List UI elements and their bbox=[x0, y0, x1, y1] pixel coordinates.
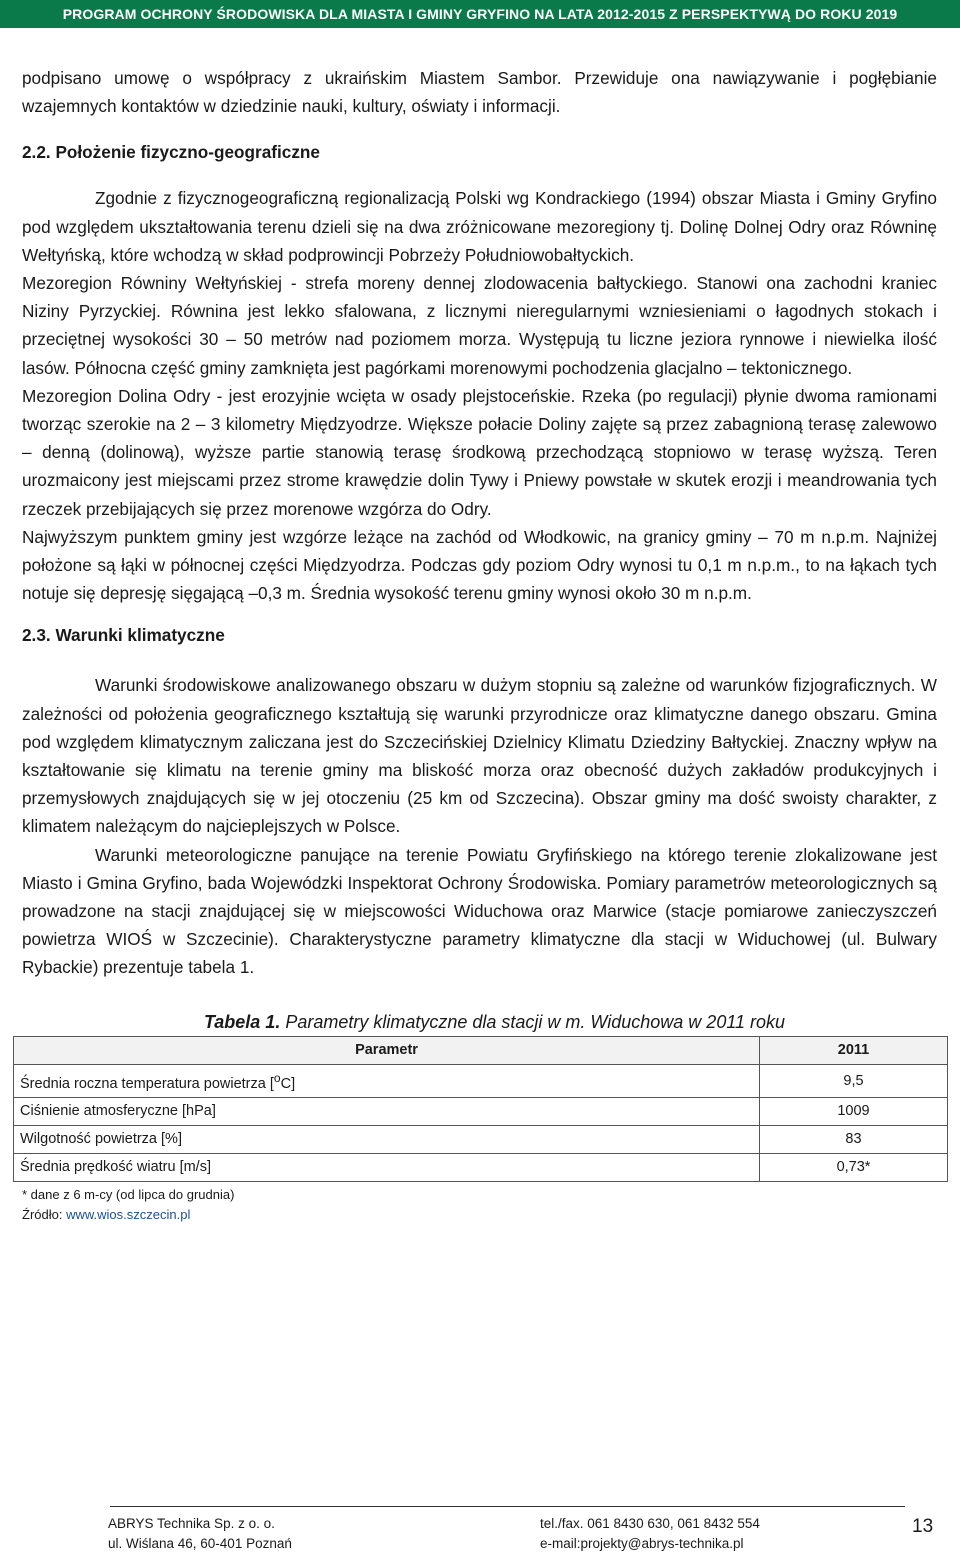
table-cell-parameter: Średnia prędkość wiatru [m/s] bbox=[14, 1153, 760, 1181]
paragraph: Zgodnie z fizycznogeograficzną regionalizacją Polski wg Kondrackiego (1994) obszar Miasta i Gminy Gryfino pod względem ukształtowania terenu dzieli się na dwa zróżnicowane mezoregiony tj. Dolinę Dolnej Odry oraz Równinę Wełtyńską, które wchodzą w skład podprowincji Pobrzeży Południowobałtyckich. bbox=[22, 188, 937, 265]
table-cell-value: 9,5 bbox=[760, 1064, 948, 1097]
table-source bbox=[22, 1205, 937, 1225]
footer-contact-block bbox=[540, 1514, 760, 1554]
climate-table bbox=[13, 1036, 948, 1182]
param-text: Średnia roczna temperatura powietrza [ bbox=[20, 1075, 274, 1092]
footer-company: ABRYS Technika Sp. z o. o. bbox=[108, 1516, 275, 1531]
source-link[interactable]: www.wios.szczecin.pl bbox=[66, 1206, 191, 1222]
table-cell-value: 1009 bbox=[760, 1097, 948, 1125]
degree-superscript: o bbox=[273, 1070, 281, 1085]
page-number: 13 bbox=[912, 1516, 934, 1537]
page-content bbox=[22, 64, 937, 1225]
section-heading-2-3: 2.3. Warunki klimatyczne bbox=[22, 625, 225, 646]
paragraph: Warunki meteorologiczne panujące na terenie Powiatu Gryfińskiego na którego terenie zlokalizowane jest Miasto i Gmina Gryfino, bada Wojewódzki Inspektorat Ochrony Środowiska. Pomiary parametrów meteorologicznych są prowadzone na stacji znajdującej się w miejscowości Widuchowa oraz Marwice (stacje pomiarowe zanieczyszczeń powietrza WIOŚ w Szczecinie). Charakterystyczne parametry klimatyczne dla stacji w Widuchowej (ul. Bulwary Rybackie) prezentuje tabela 1. bbox=[22, 844, 937, 978]
footer-address: ul. Wiślana 46, 60-401 Poznań bbox=[108, 1536, 292, 1551]
table-caption-label: Tabela 1. bbox=[203, 1011, 281, 1032]
table-cell-value: 0,73* bbox=[760, 1153, 948, 1181]
table-row bbox=[14, 1064, 948, 1097]
table-cell-parameter: Wilgotność powietrza [%] bbox=[14, 1125, 760, 1153]
table-row bbox=[14, 1125, 948, 1153]
table-cell-parameter: Ciśnienie atmosferyczne [hPa] bbox=[14, 1097, 760, 1125]
table-header-year: 2011 bbox=[760, 1036, 948, 1064]
table-footnote: * dane z 6 m-cy (od lipca do grudnia) bbox=[22, 1186, 235, 1202]
paragraph: Mezoregion Równiny Wełtyńskiej - strefa moreny dennej zlodowacenia bałtyckiego. Stanowi ona zachodni kraniec Niziny Pyrzyckiej. Równina jest lekko sfalowana, z licznymi nieregularnymi wzniesieniami o łagodnych stokach i przeciętnej wysokości 30 – 50 metrów nad poziomem morza. Występują tu liczne jeziora rynnowe i niewielka ilość lasów. Północna część gminy zamknięta jest pagórkami morenowymi pochodzenia glacjalno – tektonicznego. bbox=[22, 273, 937, 378]
table-cell-value: 83 bbox=[760, 1125, 948, 1153]
footer-phone: tel./fax. 061 8430 630, 061 8432 554 bbox=[540, 1516, 760, 1531]
param-text-end: C] bbox=[280, 1075, 296, 1092]
table-row bbox=[14, 1153, 948, 1181]
table-cell-parameter bbox=[14, 1064, 760, 1097]
paragraph: Warunki środowiskowe analizowanego obszaru w dużym stopniu są zależne od warunków fizjograficznych. W zależności od położenia geograficznego kształtują się warunki przyrodnicze oraz klimatyczne danego obszaru. Gmina pod względem klimatycznym zaliczana jest do Szczecińskiej Dzielnicy Klimatu Dziedziny Bałtyckiej. Znaczny wpływ na kształtowanie się klimatu na terenie gminy ma bliskość morza oraz obecność dużych zakładów produkcyjnych i przemysłowych znajdujących się w jej otoczeniu (25 km od Szczecina). Obszar gminy ma dość swoisty charakter, z klimatem należącym do najcieplejszych w Polsce. bbox=[22, 675, 937, 837]
table-header-row bbox=[14, 1036, 948, 1064]
table-header-parameter: Parametr bbox=[14, 1036, 760, 1064]
footer-divider bbox=[110, 1506, 905, 1507]
document-header: PROGRAM OCHRONY ŚRODOWISKA DLA MIASTA I GMINY GRYFINO NA LATA 2012-2015 Z PERSPEKTYWĄ DO ROKU 2019 bbox=[0, 0, 960, 28]
footer-company-block bbox=[108, 1514, 292, 1554]
table-row bbox=[14, 1097, 948, 1125]
source-label: Źródło: bbox=[22, 1206, 67, 1222]
intro-paragraph: podpisano umowę o współpracy z ukraińskim Miastem Sambor. Przewiduje ona nawiązywanie i pogłębianie wzajemnych kontaktów w dziedzinie nauki, kultury, oświaty i informacji. bbox=[22, 68, 937, 117]
table-caption bbox=[22, 1010, 937, 1034]
paragraph: Najwyższym punktem gminy jest wzgórze leżące na zachód od Włodkowic, na granicy gminy – 70 m n.p.m. Najniżej położone są łąki w północnej części Międzyodrza. Podczas gdy poziom Odry wynosi tu 0,1 m n.p.m., to na łąkach tych notuje się depresję sięgającą –0,3 m. Średnia wysokość terenu gminy wynosi około 30 m n.p.m. bbox=[22, 526, 937, 604]
paragraph: Mezoregion Dolina Odry - jest erozyjnie wcięta w osady plejstoceńskie. Rzeka (po regulacji) płynie dwoma ramionami tworząc szerokie na 2 – 3 kilometry Międzyodrze. Większe połacie Doliny zajęte są przez zabagnioną terasę zalewowo – denną (dolinową), wyższe partie stanowią terasę środkową przechodzącą stopniowo w terasę wyższą. Teren urozmaicony jest miejscami przez strome krawędzie dolin Tywy i Pniewy powstałe w skutek erozji i meandrowania tych rzeczek przebijających się przez morenowe wzgórza do Odry. bbox=[22, 385, 937, 519]
footer-email: e-mail:projekty@abrys-technika.pl bbox=[540, 1536, 744, 1551]
table-caption-text: Parametry klimatyczne dla stacji w m. Widuchowa w 2011 roku bbox=[285, 1011, 786, 1032]
section-heading-2-2: 2.2. Położenie fizyczno-geograficzne bbox=[22, 142, 320, 163]
